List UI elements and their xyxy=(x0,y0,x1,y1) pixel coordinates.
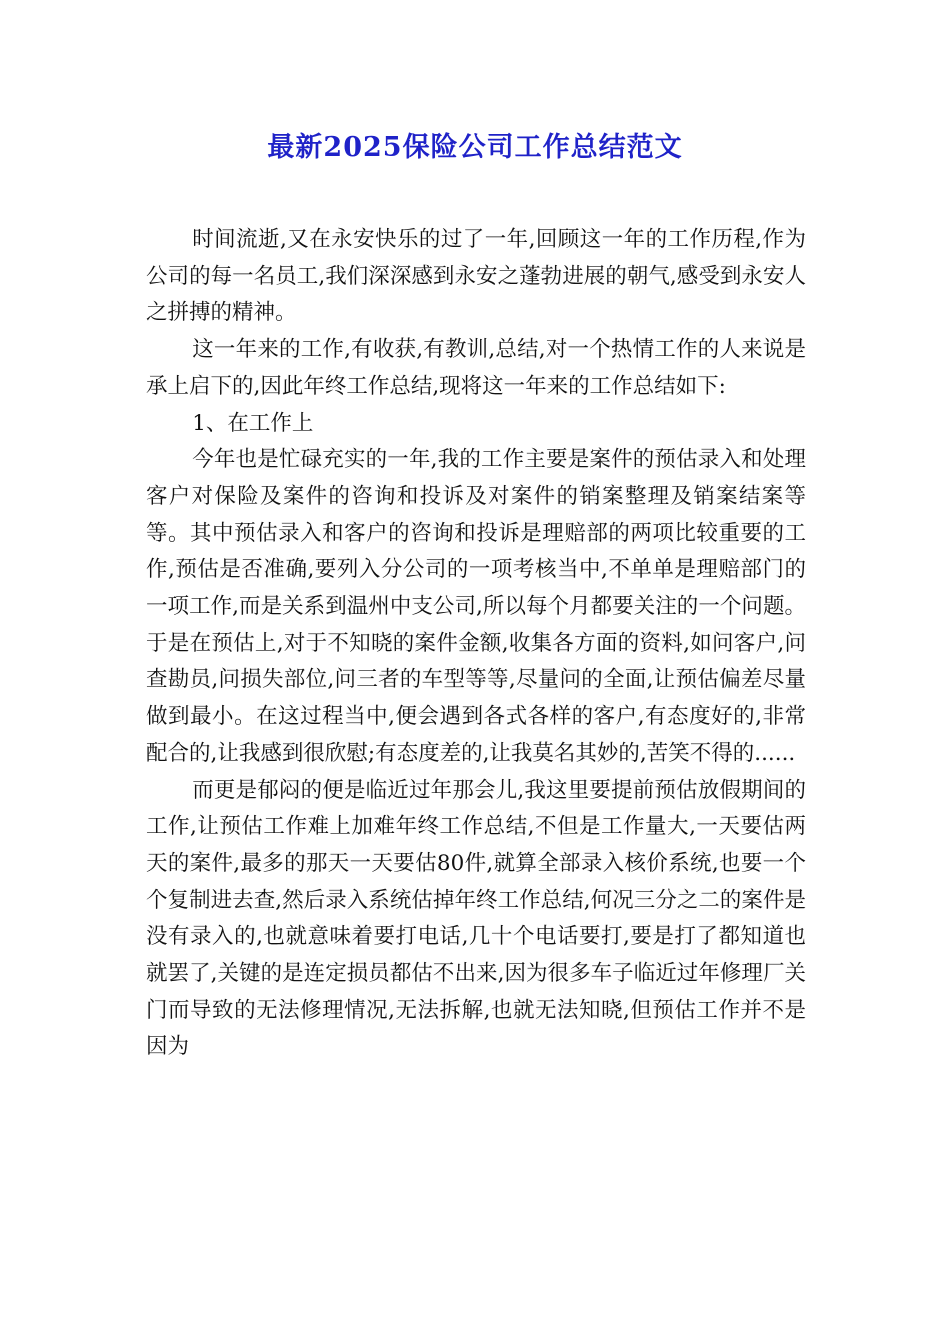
paragraph-overview: 这一年来的工作,有收获,有教训,总结,对一个热情工作的人来说是承上启下的,因此年终工作总结,现将这一年来的工作总结如下: xyxy=(146,337,806,399)
document-title: 最新2025保险公司工作总结范文 xyxy=(267,132,683,163)
document-body xyxy=(146,222,806,1066)
paragraph-intro: 时间流逝,又在永安快乐的过了一年,回顾这一年的工作历程,作为公司的每一名员工,我们深深感到永安之蓬勃进展的朝气,感受到永安人之拼搏的精神。 xyxy=(146,227,806,326)
paragraph-work-details: 今年也是忙碌充实的一年,我的工作主要是案件的预估录入和处理客户对保险及案件的咨询和投诉及对案件的销案整理及销案结案等等。其中预估录入和客户的咨询和投诉是理赔部的两项比较重要的工作,预估是否准确,要列入分公司的一项考核当中,不单单是理赔部门的一项工作,而是关系到温州中支公司,所以每个月都要关注的一个问题。于是在预估上,对于不知晓的案件金额,收集各方面的资料,如问客户,问查勘员,问损失部位,问三者的车型等等,尽量问的全面,让预估偏差尽量做到最小。在这过程当中,便会遇到各式各样的客户,有态度好的,非常配合的,让我感到很欣慰;有态度差的,让我莫名其妙的,苦笑不得的...... xyxy=(146,447,806,766)
paragraph-holiday-workload: 而更是郁闷的便是临近过年那会儿,我这里要提前预估放假期间的工作,让预估工作难上加难年终工作总结,不但是工作量大,一天要估两天的案件,最多的那天一天要估80件,就算全部录入核价系统,也要一个个复制进去查,然后录入系统估掉年终工作总结,何况三分之二的案件是没有录入的,也就意味着要打电话,几十个电话要打,要是打了都知道也就罢了,关键的是连定损员都估不出来,因为很多车子临近过年修理厂关门而导致的无法修理情况,无法拆解,也就无法知晓,但预估工作并不是因为 xyxy=(146,777,806,1060)
section-heading-work: 1、在工作上 xyxy=(192,410,314,436)
